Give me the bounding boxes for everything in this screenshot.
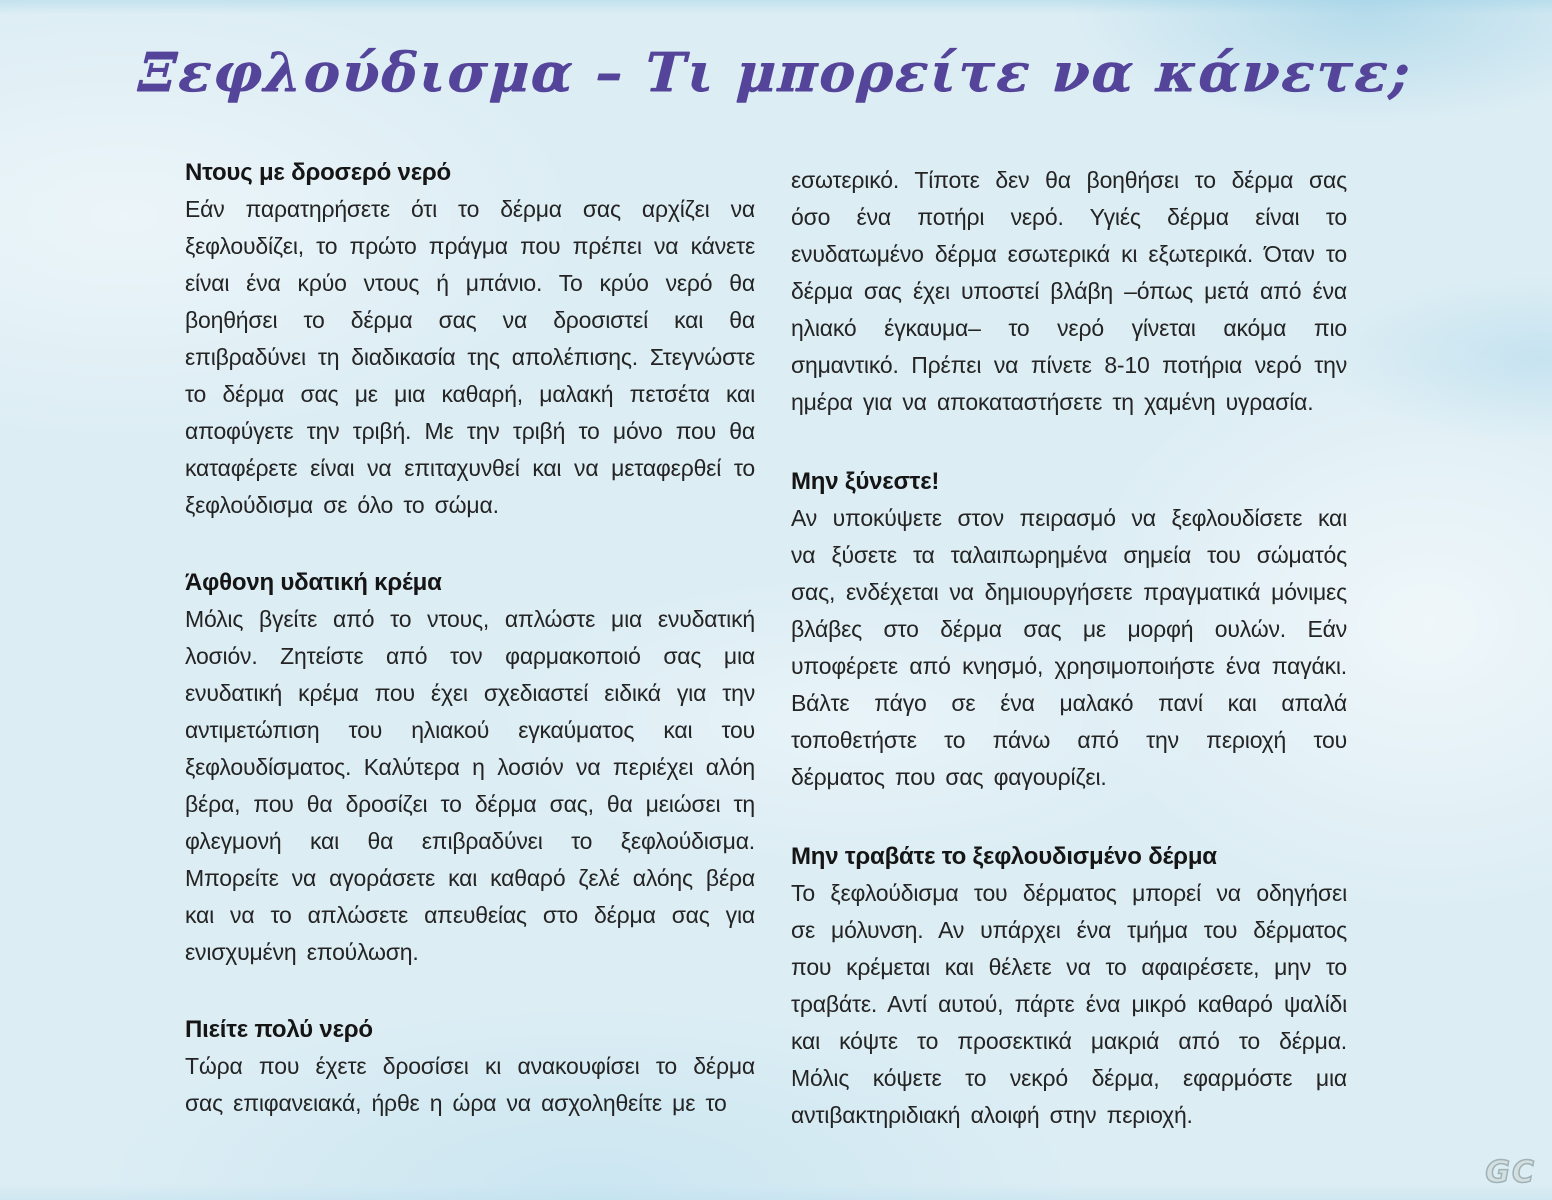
section-hydrating-cream <box>185 564 755 971</box>
section-dont-pull-skin <box>791 838 1347 1134</box>
section-heading: Πιείτε πολύ νερό <box>185 1016 373 1043</box>
left-column <box>185 154 755 1134</box>
section-body: Αν υποκύψετε στον πειρασμό να ξεφλουδίσετε και να ξύσετε τα ταλαιπωρημένα σημεία του σώματός σας, ενδέχεται να δημιουργήσετε πραγματικά μόνιμες βλάβες στο δέρμα σας με μορφή ουλών. Εάν υποφέρετε από κνησμό, χρησιμοποιήστε ένα παγάκι. Βάλτε πάγο σε ένα μαλακό πανί και απαλά τοποθετήστε το πάνω από την περιοχή του δέρματος που σας φαγουρίζει. <box>791 505 1347 790</box>
continuation-paragraph: εσωτερικό. Τίποτε δεν θα βοηθήσει το δέρμα σας όσο ένα ποτήρι νερό. Υγιές δέρμα είναι το ενυδατωμένο δέρμα εσωτερικά κι εξωτερικά. Όταν το δέρμα σας έχει υποστεί βλάβη –όπως μετά από ένα ηλιακό έγκαυμα– το νερό γίνεται ακόμα πιο σημαντικό. Πρέπει να πίνετε 8-10 ποτήρια νερό την ημέρα για να αποκαταστήσετε τη χαμένη υγρασία. <box>791 167 1347 415</box>
two-column-text-area <box>0 154 1552 1134</box>
right-column <box>791 154 1347 1134</box>
section-body: Μόλις βγείτε από το ντους, απλώστε μια ενυδατική λοσιόν. Ζητείστε από τον φαρμακοποιό σας μια ενυδατική κρέμα που έχει σχεδιαστεί ειδικά για την αντιμετώπιση του ηλιακού εγκαύματος και του ξεφλουδίσματος. Καλύτερα η λοσιόν να περιέχει αλόη βέρα, που θα δροσίζει το δέρμα σας, θα μειώσει τη φλεγμονή και θα επιβραδύνει το ξεφλούδισμα. Μπορείτε να αγοράσετε και καθαρό ζελέ αλόης βέρα και να το απλώσετε απευθείας στο δέρμα σας για ενισχυμένη επούλωση. <box>185 606 755 965</box>
section-body: Εάν παρατηρήσετε ότι το δέρμα σας αρχίζει να ξεφλουδίζει, το πρώτο πράγμα που πρέπει να κάνετε είναι ένα κρύο ντους ή μπάνιο. Το κρύο νερό θα βοηθήσει το δέρμα σας να δροσιστεί και θα επιβραδύνει τη διαδικασία της απολέπισης. Στεγνώστε το δέρμα σας με μια καθαρή, μαλακή πετσέτα και αποφύγετε την τριβή. Με την τριβή το μόνο που θα καταφέρετε είναι να επιταχυνθεί και να μεταφερθεί το ξεφλούδισμα σε όλο το σώμα. <box>185 196 755 518</box>
section-body: Το ξεφλούδισμα του δέρματος μπορεί να οδηγήσει σε μόλυνση. Αν υπάρχει ένα τμήμα του δέρματος που κρέμεται και θέλετε να το αφαιρέσετε, μην το τραβάτε. Αντί αυτού, πάρτε ένα μικρό καθαρό ψαλίδι και κόψτε το προσεκτικά μακριά από το δέρμα. Μόλις κόψετε το νεκρό δέρμα, εφαρμόστε μια αντιβακτηριδιακή αλοιφή στην περιοχή. <box>791 880 1347 1128</box>
section-body: Τώρα που έχετε δροσίσει κι ανακουφίσει το δέρμα σας επιφανειακά, ήρθε η ώρα να ασχοληθείτε με το <box>185 1053 755 1116</box>
section-heading: Μην τραβάτε το ξεφλουδισμένο δέρμα <box>791 843 1217 870</box>
section-heading: Ντους με δροσερό νερό <box>185 159 451 186</box>
section-heading: Άφθονη υδατική κρέμα <box>185 569 442 596</box>
section-drink-water <box>185 1011 755 1122</box>
gc-watermark: GC <box>1485 1155 1536 1190</box>
section-dont-scratch <box>791 463 1347 796</box>
page-title: Ξεφλούδισμα – Τι μπορείτε να κάνετε; <box>136 40 1414 104</box>
section-cool-shower <box>185 154 755 524</box>
section-heading: Μην ξύνεστε! <box>791 468 940 495</box>
